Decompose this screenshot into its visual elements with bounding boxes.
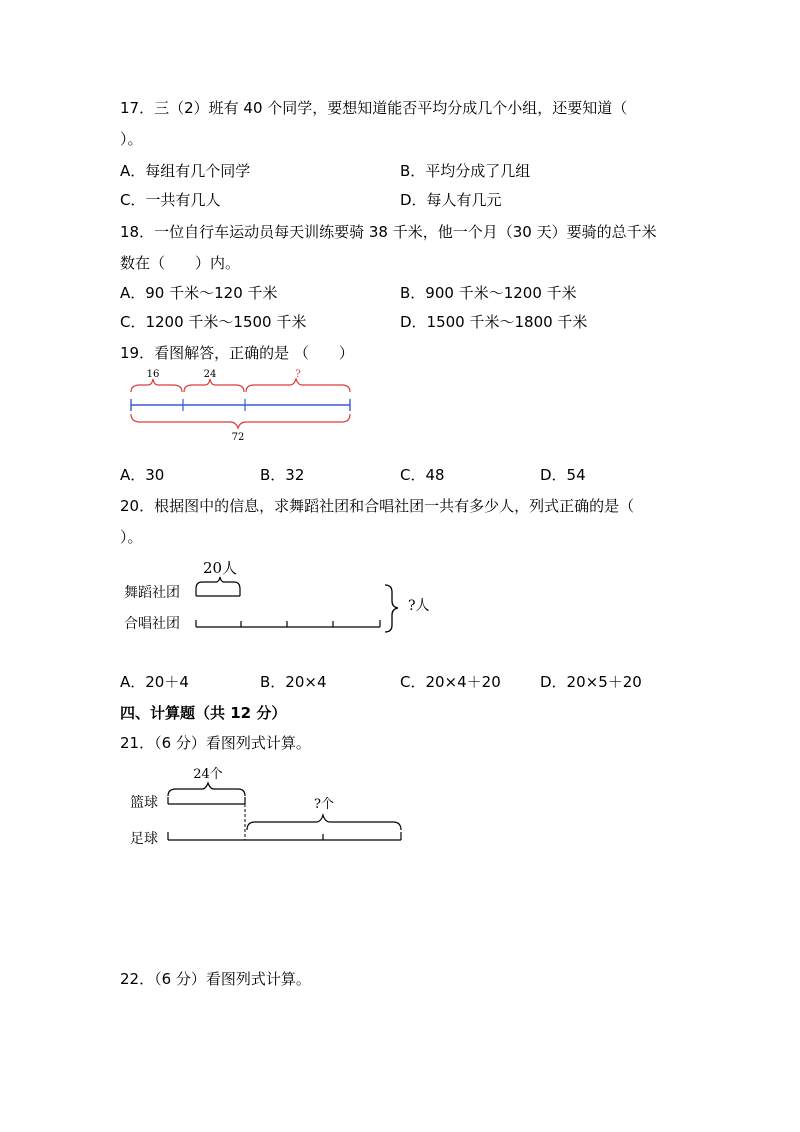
q18-option-a[interactable]: A．90 千米～120 千米 <box>120 284 278 302</box>
q19-option-a[interactable]: A．30 <box>120 466 165 484</box>
q20-label-dance: 舞蹈社团 <box>124 585 180 601</box>
q20-stem-line2: ）。 <box>120 528 143 546</box>
q18-stem-line1: 18．一位自行车运动员每天训练要骑 38 千米，他一个月（30 天）要骑的总千米 <box>120 223 657 241</box>
q20-line-diagram <box>120 555 450 640</box>
q20-option-b[interactable]: B．20×4 <box>260 673 327 691</box>
q20-stem-line1: 20．根据图中的信息，求舞蹈社团和合唱社团一共有多少人，列式正确的是（ <box>120 497 635 515</box>
q20-top-label: 20人 <box>202 559 238 577</box>
q18-option-c[interactable]: C．1200 千米～1500 千米 <box>120 313 307 331</box>
q19-option-d[interactable]: D．54 <box>540 466 586 484</box>
q19-seg3-label: ? <box>295 369 301 380</box>
q17-option-b[interactable]: B．平均分成了几组 <box>400 162 531 180</box>
q21-label-football: 足球 <box>130 831 158 847</box>
q17-option-a[interactable]: A．每组有几个同学 <box>120 162 251 180</box>
q21-stem: 21．（6 分）看图列式计算。 <box>120 734 311 752</box>
q21-line-diagram <box>128 762 418 847</box>
q19-total-label: 72 <box>231 432 245 443</box>
q20-total-label: ?人 <box>408 598 430 614</box>
q19-option-c[interactable]: C．48 <box>400 466 445 484</box>
q21-question-label: ?个 <box>314 797 334 812</box>
q20-label-choir: 合唱社团 <box>124 616 180 632</box>
q20-option-c[interactable]: C．20×4＋20 <box>400 673 501 691</box>
q19-option-b[interactable]: B．32 <box>260 466 305 484</box>
q18-option-d[interactable]: D．1500 千米～1800 千米 <box>400 313 588 331</box>
q19-seg1-label: 16 <box>146 369 160 380</box>
q20-option-d[interactable]: D．20×5＋20 <box>540 673 642 691</box>
q19-seg2-label: 24 <box>203 369 217 380</box>
q20-option-a[interactable]: A．20＋4 <box>120 673 189 691</box>
q18-option-b[interactable]: B．900 千米～1200 千米 <box>400 284 577 302</box>
q22-stem: 22．（6 分）看图列式计算。 <box>120 970 311 988</box>
q17-stem-line2: ）。 <box>120 130 143 148</box>
q21-top-label: 24个 <box>193 767 223 782</box>
q21-label-basketball: 篮球 <box>130 795 158 811</box>
section-title: 四、计算题（共 12 分） <box>120 704 287 722</box>
q17-option-c[interactable]: C．一共有几人 <box>120 191 221 209</box>
q19-line-diagram <box>120 368 370 448</box>
q17-option-d[interactable]: D．每人有几元 <box>400 191 502 209</box>
q17-stem-line1: 17．三（2）班有 40 个同学，要想知道能否平均分成几个小组，还要知道（ <box>120 99 628 117</box>
q18-stem-line2: 数在（ ）内。 <box>120 254 241 272</box>
q19-stem: 19．看图解答，正确的是 （ ） <box>120 344 354 362</box>
